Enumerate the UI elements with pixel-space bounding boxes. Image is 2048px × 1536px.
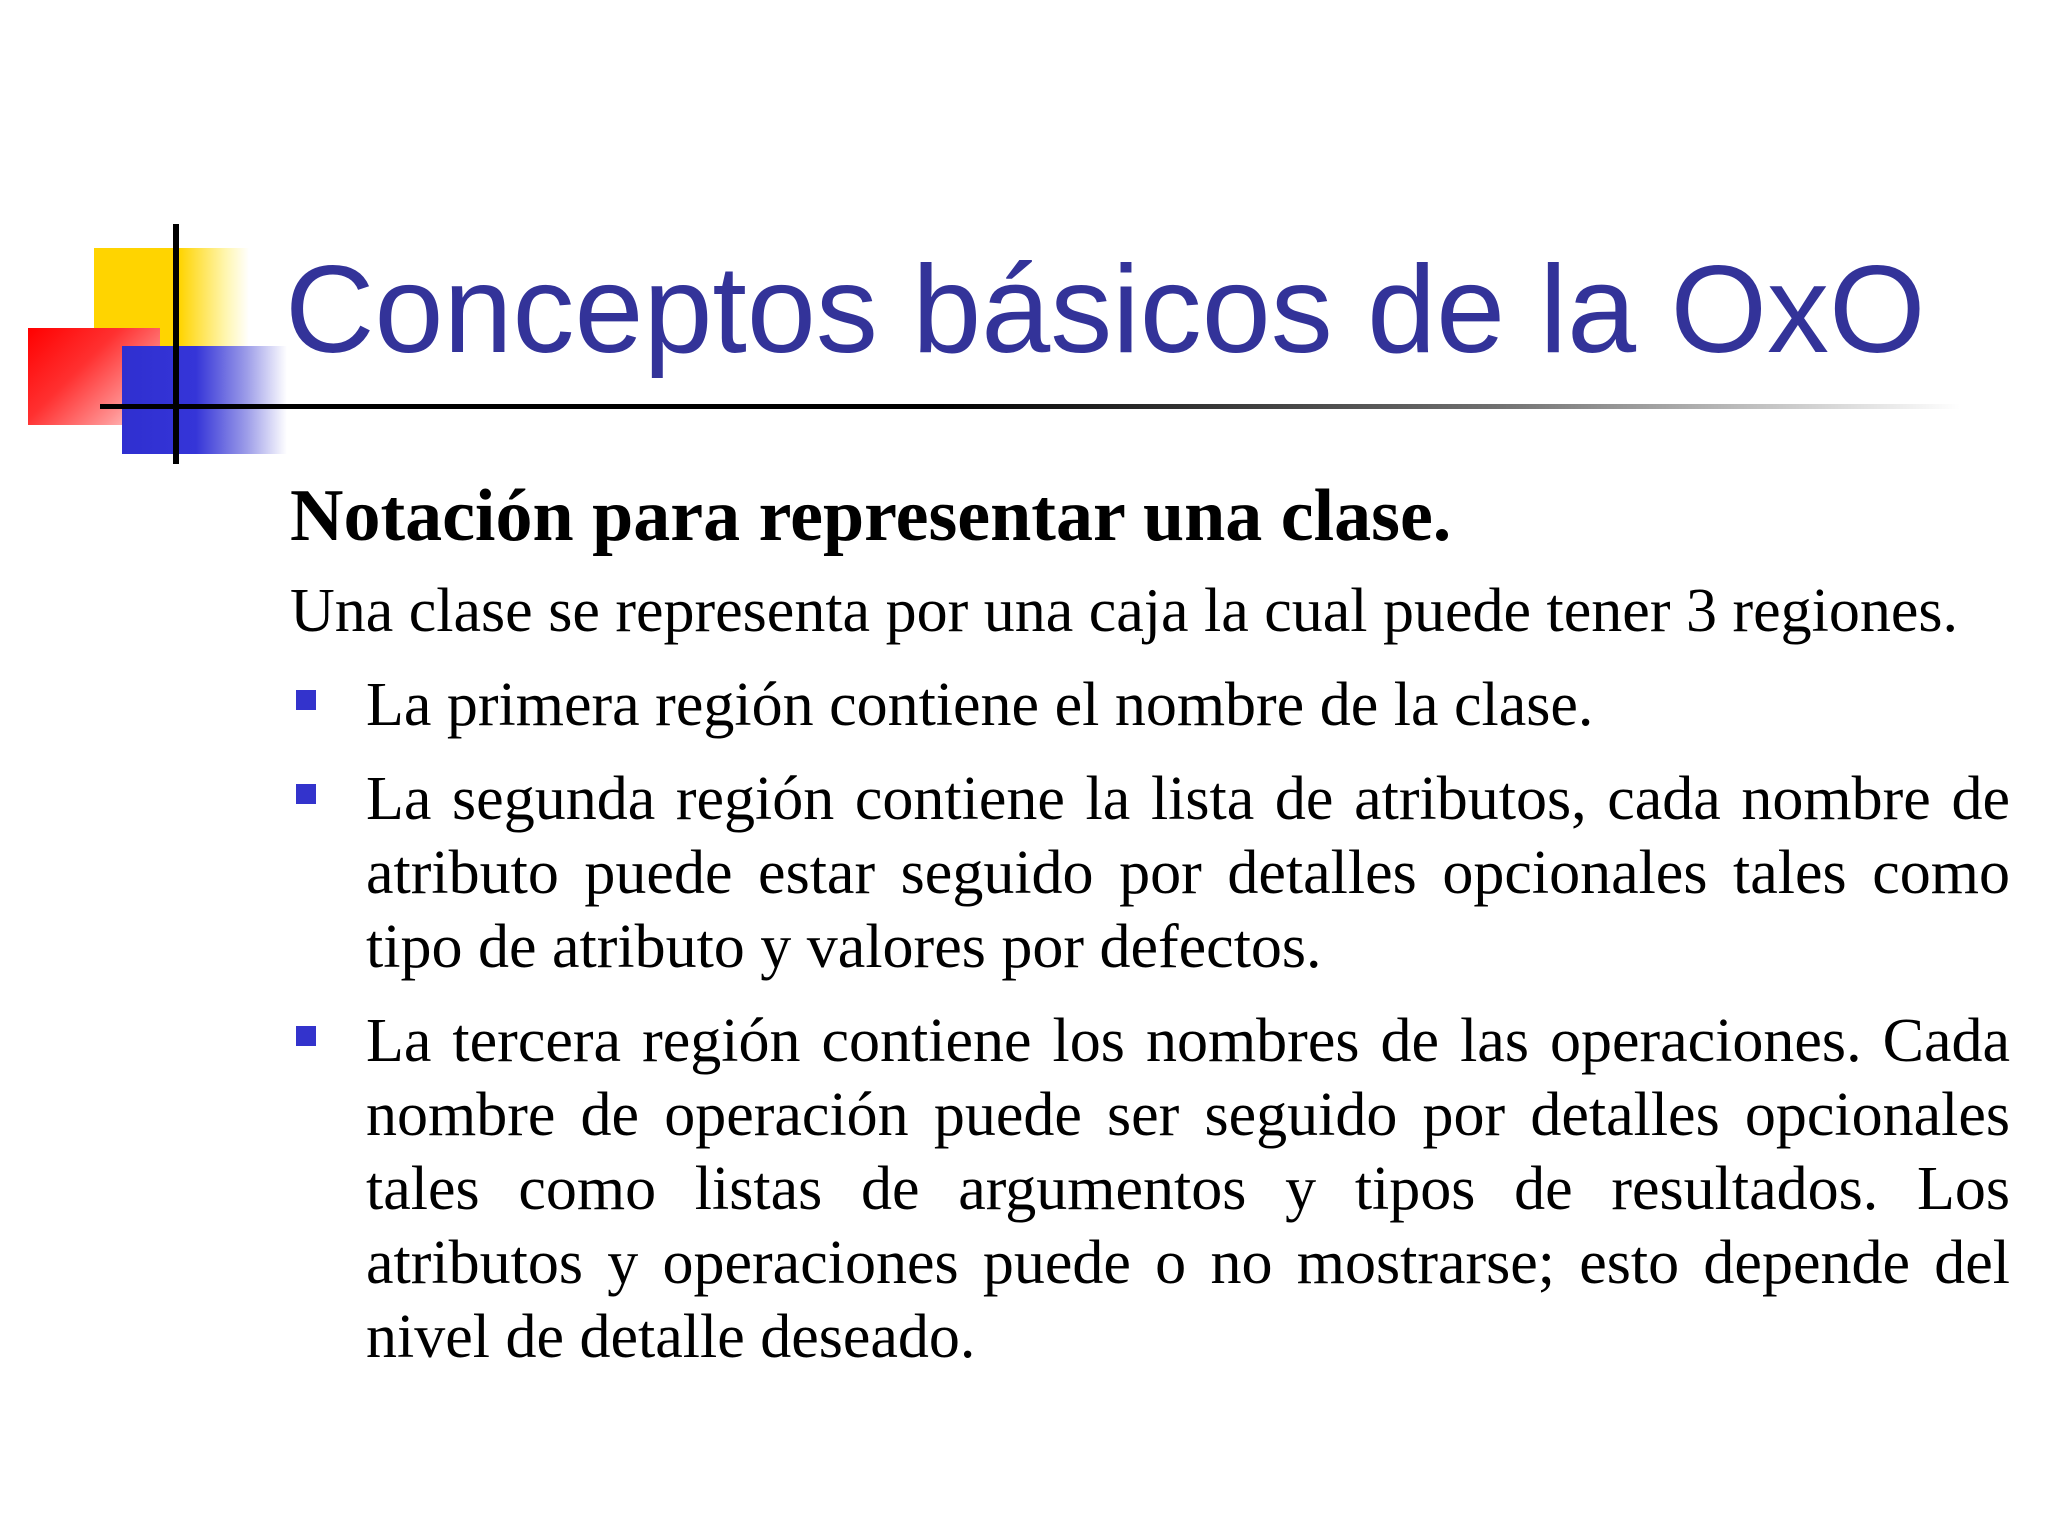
slide-title: Conceptos básicos de la OxO bbox=[285, 241, 1926, 379]
list-item bbox=[290, 668, 2010, 742]
title-underline bbox=[100, 404, 1960, 409]
intro-paragraph: Una clase se representa por una caja la cual puede tener 3 regiones. bbox=[290, 577, 1959, 645]
square-bullet-icon bbox=[296, 1026, 316, 1046]
square-bullet-icon bbox=[296, 690, 316, 710]
bullet-list bbox=[290, 668, 2010, 1374]
logo-vertical-line bbox=[173, 224, 179, 464]
bullet-text: La segunda región contiene la lista de atributos, cada nombre de atributo puede estar seguido por detalles opcionales tales como tipo de atributo y valores por defectos. bbox=[366, 765, 2010, 981]
slide-content bbox=[290, 470, 2010, 1394]
list-item bbox=[290, 762, 2010, 984]
bullet-text: La primera región contiene el nombre de la clase. bbox=[366, 671, 1594, 739]
bullet-text: La tercera región contiene los nombres de las operaciones. Cada nombre de operación puede ser seguido por detalles opcionales tales como listas de argumentos y tipos de resultados. Los atributos y operaciones puede o no mostrarse; esto depende del nivel de detalle deseado. bbox=[366, 1007, 2010, 1371]
list-item bbox=[290, 1004, 2010, 1374]
logo-blue-square bbox=[122, 346, 287, 454]
square-bullet-icon bbox=[296, 784, 316, 804]
slide-subtitle: Notación para representar una clase. bbox=[290, 475, 1452, 557]
